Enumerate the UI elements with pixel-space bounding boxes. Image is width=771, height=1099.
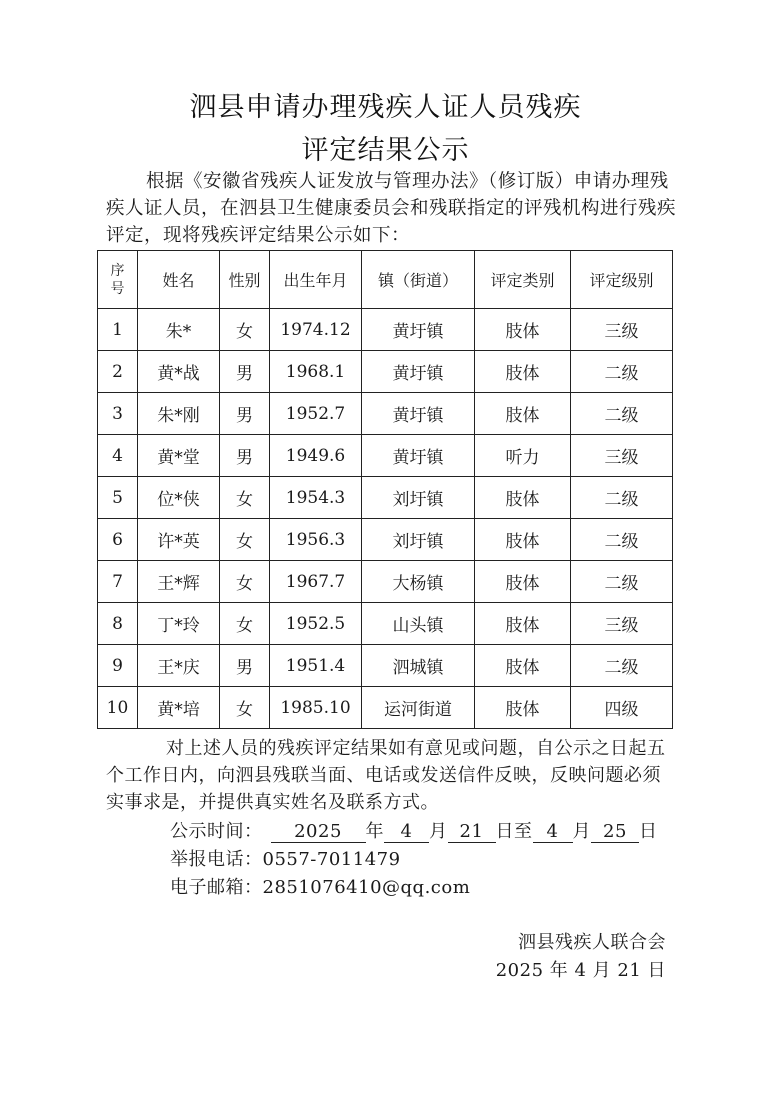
cell-name: 王*辉 (138, 561, 220, 603)
cell-category: 肢体 (475, 309, 571, 351)
cell-level: 二级 (571, 477, 673, 519)
cell-gender: 女 (220, 477, 270, 519)
cell-category: 肢体 (475, 351, 571, 393)
cell-seq: 6 (98, 519, 138, 561)
report-phone (170, 845, 401, 871)
phone-number: 0557-7011479 (262, 849, 401, 870)
cell-seq: 7 (98, 561, 138, 603)
table-row (98, 519, 673, 561)
cell-birth: 1952.7 (270, 393, 362, 435)
cell-birth: 1954.3 (270, 477, 362, 519)
table-row (98, 393, 673, 435)
cell-birth: 1951.4 (270, 645, 362, 687)
cell-category: 肢体 (475, 393, 571, 435)
cell-town: 刘圩镇 (362, 519, 475, 561)
cell-level: 二级 (571, 351, 673, 393)
cell-category: 肢体 (475, 687, 571, 729)
cell-birth: 1968.1 (270, 351, 362, 393)
cell-town: 大杨镇 (362, 561, 475, 603)
cell-birth: 1985.10 (270, 687, 362, 729)
cell-seq: 8 (98, 603, 138, 645)
signature-date: 2025 年 4 月 21 日 (495, 960, 666, 981)
cell-category: 肢体 (475, 603, 571, 645)
cell-town: 刘圩镇 (362, 477, 475, 519)
cell-seq: 4 (98, 435, 138, 477)
cell-birth: 1956.3 (270, 519, 362, 561)
notice-end-day: 25 (591, 822, 639, 843)
cell-name: 朱*刚 (138, 393, 220, 435)
cell-town: 黄圩镇 (362, 435, 475, 477)
header-seq: 序号 (98, 251, 138, 309)
table-header-row (98, 251, 673, 309)
document-title-line-2: 评定结果公示 (301, 135, 470, 166)
cell-name: 丁*玲 (138, 603, 220, 645)
cell-name: 王*庆 (138, 645, 220, 687)
notice-time-label: 公示时间： (170, 821, 263, 842)
table-row (98, 309, 673, 351)
cell-town: 运河街道 (362, 687, 475, 729)
cell-seq: 5 (98, 477, 138, 519)
notice-end-month: 4 (533, 822, 573, 843)
cell-gender: 女 (220, 309, 270, 351)
cell-gender: 女 (220, 561, 270, 603)
report-email (170, 873, 470, 899)
results-table (97, 250, 673, 729)
notice-month-char: 月 (429, 821, 448, 842)
cell-seq: 2 (98, 351, 138, 393)
cell-town: 黄圩镇 (362, 309, 475, 351)
cell-category: 听力 (475, 435, 571, 477)
cell-gender: 男 (220, 435, 270, 477)
cell-seq: 3 (98, 393, 138, 435)
notice-year-char: 年 (365, 821, 384, 842)
cell-seq: 9 (98, 645, 138, 687)
notice-day-to: 日至 (495, 821, 533, 842)
cell-gender: 女 (220, 519, 270, 561)
phone-label: 举报电话： (170, 849, 263, 870)
cell-name: 黄*堂 (138, 435, 220, 477)
document-title-line-1: 泗县申请办理残疾人证人员残疾 (189, 92, 582, 123)
cell-birth: 1967.7 (270, 561, 362, 603)
cell-gender: 男 (220, 351, 270, 393)
table-row (98, 435, 673, 477)
cell-name: 朱* (138, 309, 220, 351)
cell-gender: 男 (220, 645, 270, 687)
table-row (98, 561, 673, 603)
cell-seq: 10 (98, 687, 138, 729)
cell-gender: 男 (220, 393, 270, 435)
intro-text: 根据《安徽省残疾人证发放与管理办法》（修订版）申请办理残疾人证人员，在泗县卫生健康委员会和残联指定的评残机构进行残疾评定，现将残疾评定结果公示如下： (106, 171, 677, 246)
cell-level: 三级 (571, 435, 673, 477)
header-gender: 性别 (220, 251, 270, 309)
header-name: 姓名 (138, 251, 220, 309)
cell-category: 肢体 (475, 645, 571, 687)
cell-name: 黄*培 (138, 687, 220, 729)
signature-org: 泗县残疾人联合会 (518, 932, 666, 953)
table-row (98, 351, 673, 393)
table-row (98, 603, 673, 645)
notice-start-day: 21 (448, 822, 496, 843)
cell-level: 三级 (571, 309, 673, 351)
cell-birth: 1952.5 (270, 603, 362, 645)
cell-gender: 女 (220, 687, 270, 729)
cell-category: 肢体 (475, 477, 571, 519)
intro-paragraph (106, 168, 676, 249)
header-town: 镇（街道） (362, 251, 475, 309)
cell-level: 四级 (571, 687, 673, 729)
header-category: 评定类别 (475, 251, 571, 309)
table-row (98, 477, 673, 519)
cell-name: 位*侠 (138, 477, 220, 519)
cell-level: 二级 (571, 393, 673, 435)
table-row (98, 687, 673, 729)
cell-level: 三级 (571, 603, 673, 645)
email-address: 2851076410@qq.com (262, 877, 471, 898)
closing-paragraph (106, 735, 678, 816)
notice-month-char-2: 月 (572, 821, 591, 842)
notice-day-end: 日 (639, 821, 658, 842)
cell-gender: 女 (220, 603, 270, 645)
notice-year: 2025 (271, 822, 366, 843)
cell-town: 黄圩镇 (362, 351, 475, 393)
notice-start-month: 4 (384, 822, 429, 843)
cell-category: 肢体 (475, 561, 571, 603)
email-label: 电子邮箱： (170, 877, 263, 898)
cell-town: 泗城镇 (362, 645, 475, 687)
cell-town: 黄圩镇 (362, 393, 475, 435)
cell-category: 肢体 (475, 519, 571, 561)
cell-seq: 1 (98, 309, 138, 351)
cell-town: 山头镇 (362, 603, 475, 645)
header-level: 评定级别 (571, 251, 673, 309)
cell-level: 二级 (571, 519, 673, 561)
cell-birth: 1949.6 (270, 435, 362, 477)
cell-level: 二级 (571, 561, 673, 603)
cell-birth: 1974.12 (270, 309, 362, 351)
closing-text: 对上述人员的残疾评定结果如有意见或问题，自公示之日起五个工作日内，向泗县残联当面、电话或发送信件反映，反映问题必须实事求是，并提供真实姓名及联系方式。 (106, 738, 666, 813)
table-row (98, 645, 673, 687)
cell-level: 二级 (571, 645, 673, 687)
cell-name: 黄*战 (138, 351, 220, 393)
cell-name: 许*英 (138, 519, 220, 561)
notice-period (170, 817, 658, 843)
header-birth: 出生年月 (270, 251, 362, 309)
